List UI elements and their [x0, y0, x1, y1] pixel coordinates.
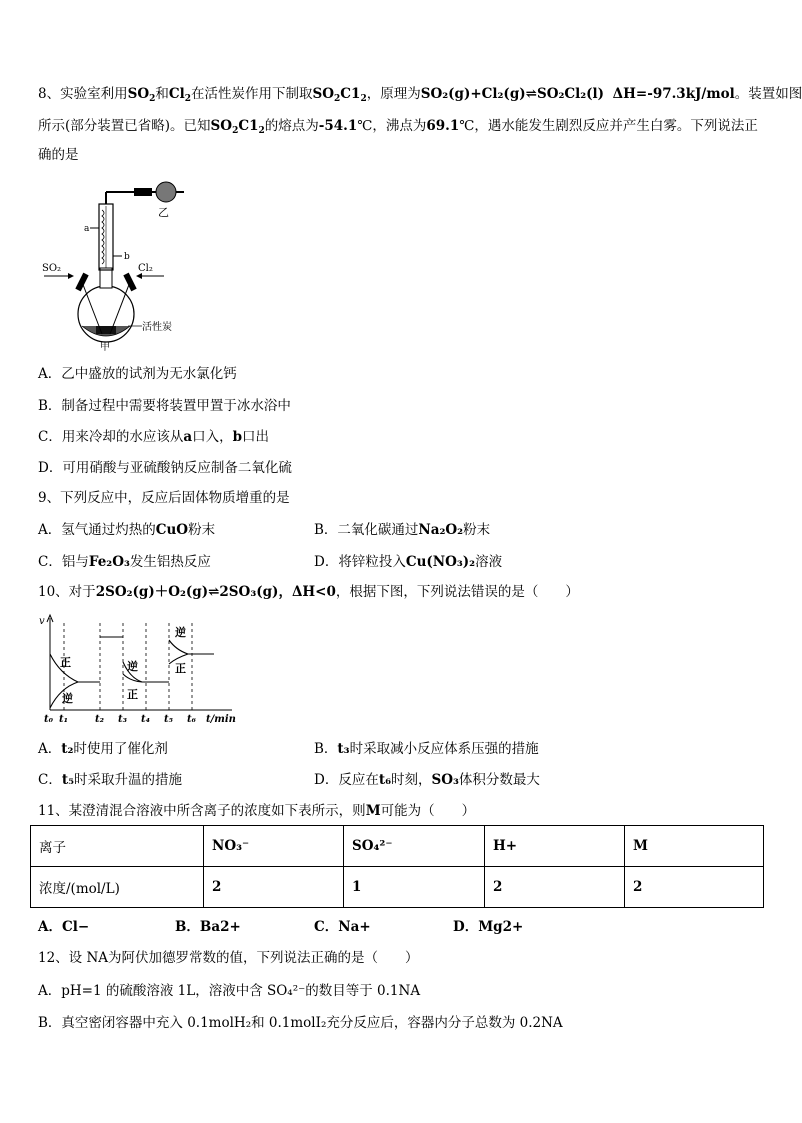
table-row — [31, 826, 764, 867]
label-forward-3: 正 — [175, 662, 186, 675]
table-cell: H+ — [485, 826, 625, 867]
table-cell: NO₃⁻ — [204, 826, 344, 867]
label-reverse-2: 逆 — [127, 660, 138, 673]
tick-t1: t₁ — [59, 714, 68, 725]
table-cell: M — [625, 826, 764, 867]
apparatus-figure — [38, 176, 198, 351]
tick-t0: t₀ — [44, 714, 53, 725]
label-a: a — [84, 224, 90, 234]
q9-option-c: C．铝与Fe₂O₃发生铝热反应 — [38, 554, 211, 570]
label-yi: 乙 — [158, 206, 169, 219]
q8-option-a: A．乙中盛放的试剂为无水氯化钙 — [38, 366, 237, 382]
table-cell: 2 — [625, 867, 764, 908]
axis-t-min: t/min — [206, 714, 236, 725]
q10-option-c: C．t₅时采取升温的措施 — [38, 772, 182, 788]
label-reverse-3: 逆 — [175, 626, 186, 639]
q11-option-b: B．Ba2+ — [175, 919, 241, 935]
q10-option-d: D．反应在t₆时刻，SO₃体积分数最大 — [314, 772, 540, 788]
table-cell: 浓度/(mol/L) — [31, 867, 204, 908]
q9-option-b: B．二氧化碳通过Na₂O₂粉末 — [314, 522, 491, 538]
q11-stem: 11、某澄清混合溶液中所含离子的浓度如下表所示，则M可能为（ ） — [38, 803, 476, 819]
q11-option-a: A．Cl− — [38, 919, 90, 935]
q12-stem: 12、设 NA为阿伏加德罗常数的值，下列说法正确的是（ ） — [38, 950, 419, 966]
q8-stem-line1: 8、实验室利用$SO_2$和$Cl_2$在活性炭作用下制取$SO_2C1_2$，原理为SO₂(g)+Cl₂(g)⇌SO₂Cl₂(l) ΔH=-97.3kJ/mol。装置如图 — [38, 86, 802, 104]
q12-option-a: A．pH=1 的硫酸溶液 1L，溶液中含 SO₄²⁻的数目等于 0.1NA — [38, 983, 421, 999]
label-forward-2: 正 — [127, 688, 138, 701]
label-reverse-1: 逆 — [62, 692, 73, 705]
q8-option-b: B．制备过程中需要将装置甲置于冰水浴中 — [38, 398, 291, 414]
label-so2: SO₂ — [42, 263, 62, 274]
tick-t2: t₂ — [95, 714, 104, 725]
q10-stem: 10、对于2SO₂(g)＋O₂(g)⇌2SO₃(g)，ΔH<0，根据下图，下列说法错误的是（ ） — [38, 584, 579, 600]
q8-stem-line2: 所示(部分装置已省略)。已知$SO_2C1_2$的熔点为-54.1℃，沸点为69.1℃，遇水能发生剧烈反应并产生白雾。下列说法正 — [38, 118, 758, 136]
q11-option-d: D．Mg2+ — [453, 919, 524, 935]
table-cell: 2 — [485, 867, 625, 908]
table-cell: 离子 — [31, 826, 204, 867]
rate-time-graph — [38, 612, 268, 727]
tick-t6: t₆ — [187, 714, 196, 725]
label-cl2: Cl₂ — [138, 263, 153, 274]
table-cell: SO₄²⁻ — [344, 826, 485, 867]
tick-t3: t₃ — [118, 714, 127, 725]
ion-concentration-table — [30, 825, 764, 908]
label-active-carbon: 活性炭 — [142, 322, 172, 333]
table-cell: 2 — [204, 867, 344, 908]
q9-option-a: A．氢气通过灼热的CuO粉末 — [38, 522, 216, 538]
table-row — [31, 867, 764, 908]
table-cell: 1 — [344, 867, 485, 908]
q8-option-c: C．用来冷却的水应该从a口入，b口出 — [38, 429, 270, 445]
label-jia: 甲 — [100, 342, 110, 353]
label-forward-1: 正 — [60, 656, 71, 669]
q10-option-b: B．t₃时采取减小反应体系压强的措施 — [314, 741, 539, 757]
axis-v: v — [39, 616, 45, 627]
q10-option-a: A．t₂时使用了催化剂 — [38, 741, 168, 757]
label-b: b — [124, 252, 130, 262]
q8-equation: SO₂(g)+Cl₂(g)⇌SO₂Cl₂(l) — [420, 86, 605, 102]
tick-t5: t₅ — [164, 714, 173, 725]
q9-option-d: D．将锌粒投入Cu(NO₃)₂溶液 — [314, 554, 503, 570]
q8-stem-line3: 确的是 — [38, 147, 79, 163]
q12-option-b: B．真空密闭容器中充入 0.1molH₂和 0.1molI₂充分反应后，容器内分子总数为 0.2NA — [38, 1015, 563, 1031]
q8-option-d: D．可用硝酸与亚硫酸钠反应制备二氧化硫 — [38, 460, 292, 476]
q9-stem: 9、下列反应中，反应后固体物质增重的是 — [38, 490, 290, 506]
tick-t4: t₄ — [141, 714, 150, 725]
q11-option-c: C．Na+ — [314, 919, 371, 935]
